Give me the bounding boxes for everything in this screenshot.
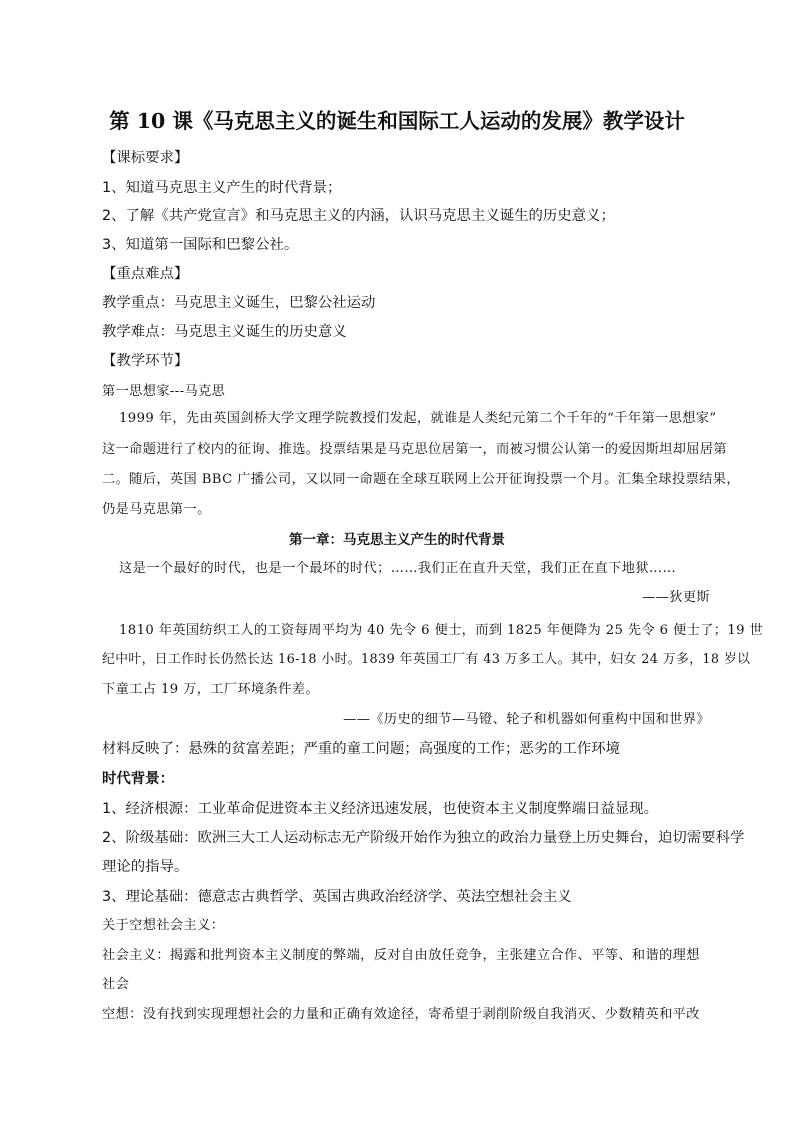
data-line-1: 1810 年英国纺织工人的工资每周平均为 40 先令 6 便士，而到 1825 年便降为 25 先令 6 便士了；19 世 (119, 623, 764, 638)
intro-line-3: 二。随后，英国 BBC 广播公司，又以同一命题在全球互联网上公开征询投票一个月。汇集全球投票结果， (102, 472, 740, 487)
teaching-difficulty: 教学难点：马克思主义诞生的历史意义 (102, 324, 347, 340)
intro-line-2: 这一命题进行了校内的征询、推选。投票结果是马克思位居第一，而被习惯公认第一的爱因斯坦却屈居第 (102, 442, 728, 457)
page-title: 第 10 课《马克思主义的诞生和国际工人运动的发展》教学设计 (109, 109, 685, 133)
chapter-title: 第一章：马克思主义产生的时代背景 (289, 532, 505, 548)
teaching-heading: 【教学环节】 (102, 353, 189, 369)
background-economic: 1、经济根源：工业革命促进资本主义经济迅速发展，也使资本主义制度弊端日益显现。 (102, 801, 659, 817)
background-heading: 时代背景： (102, 771, 174, 787)
material-reflection: 材料反映了：悬殊的贫富差距；严重的童工问题；高强度的工作；恶劣的工作环境 (102, 741, 621, 757)
quote-source: ——狄更斯 (642, 590, 710, 605)
socialism-line-1: 社会主义：揭露和批判资本主义制度的弊端，反对自由放任竞争，主张建立合作、平等、和谐的理想 (102, 948, 700, 963)
utopian-line-1: 空想：没有找到实现理想社会的力量和正确有效途径，寄希望于剥削阶级自我消灭、少数精英和平改 (102, 1007, 700, 1022)
quote-text: 这是一个最好的时代，也是一个最坏的时代；……我们正在直升天堂，我们正在直下地狱…… (119, 561, 677, 576)
curriculum-heading: 【课标要求】 (102, 150, 189, 166)
socialism-line-2: 社会 (102, 977, 130, 992)
curriculum-item-3: 3、知道第一国际和巴黎公社。 (102, 237, 299, 253)
intro-line-4: 仍是马克思第一。 (102, 502, 211, 517)
intro-heading: 第一思想家---马克思 (102, 384, 226, 399)
background-class-line-2: 理论的指导。 (102, 859, 189, 875)
utopian-heading: 关于空想社会主义： (102, 918, 225, 933)
background-class-line-1: 2、阶级基础：欧洲三大工人运动标志无产阶级开始作为独立的政治力量登上历史舞台，迫切需要科学 (102, 830, 745, 846)
data-line-2: 纪中叶，日工作时长仍然长达 16-18 小时。1839 年英国工厂有 43 万多工人。其中，妇女 24 万多，18 岁以 (102, 652, 751, 667)
key-points-heading: 【重点难点】 (102, 266, 189, 282)
background-theory: 3、理论基础：德意志古典哲学、英国古典政治经济学、英法空想社会主义 (102, 889, 572, 905)
data-source: ——《历史的细节—马镫、轮子和机器如何重构中国和世界》 (343, 712, 710, 727)
curriculum-item-1: 1、知道马克思主义产生的时代背景； (102, 180, 342, 196)
intro-line-1: 1999 年，先由英国剑桥大学文理学院教授们发起，就谁是人类纪元第二个千年的“千年第一思想家” (119, 411, 717, 426)
teaching-focus: 教学重点：马克思主义诞生，巴黎公社运动 (102, 295, 376, 311)
curriculum-item-2: 2、了解《共产党宣言》和马克思主义的内涵，认识马克思主义诞生的历史意义； (102, 208, 615, 224)
data-line-3: 下童工占 19 万，工厂环境条件差。 (102, 682, 319, 697)
